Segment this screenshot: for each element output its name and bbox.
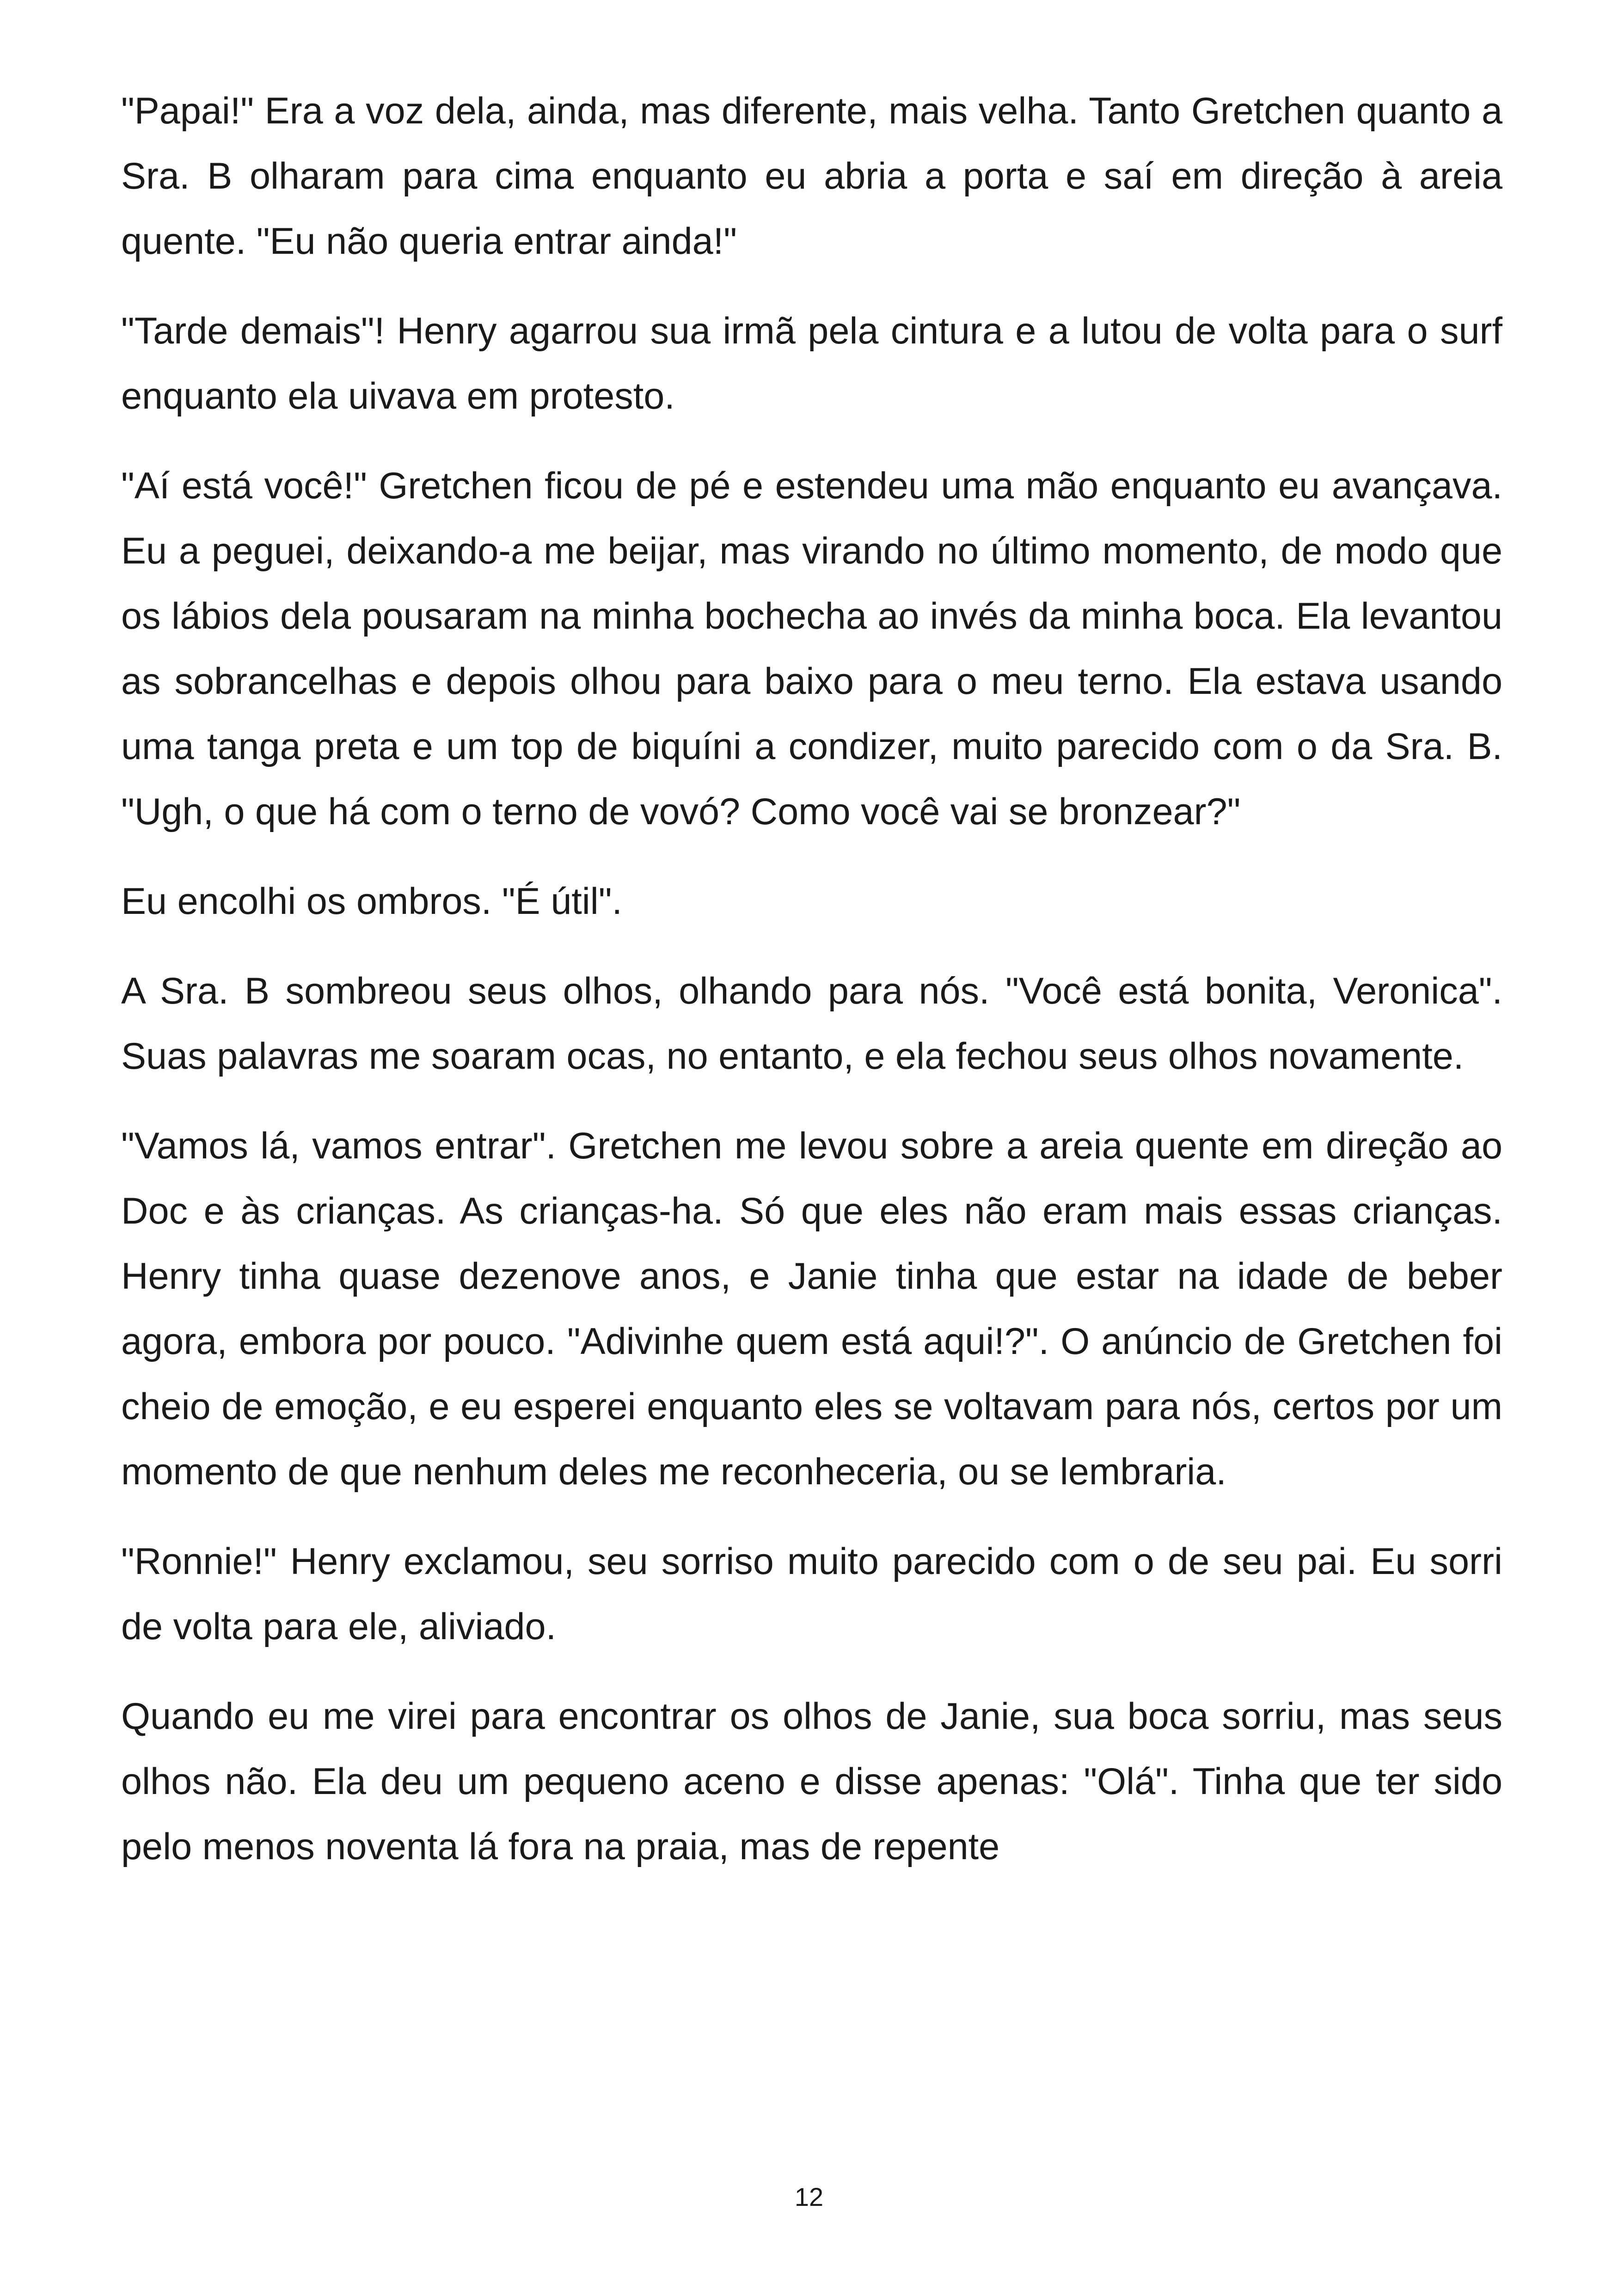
paragraph: "Vamos lá, vamos entrar". Gretchen me levou sobre a areia quente em direção ao Doc e às crianças. As crianças-ha. Só que eles não eram mais essas crianças. Henry tinha quase dezenove anos, e Janie tinha que estar na idade de beber agora, embora por pouco. "Adivinhe quem está aqui!?". O anúncio de Gretchen foi cheio de emoção, e eu esperei enquanto eles se voltavam para nós, certos por um momento de que nenhum deles me reconheceria, ou se lembraria. bbox=[121, 1125, 1502, 1493]
paragraph: "Papai!" Era a voz dela, ainda, mas diferente, mais velha. Tanto Gretchen quanto a Sra. B olharam para cima enquanto eu abria a porta e saí em direção à areia quente. "Eu não queria entrar ainda!" bbox=[121, 90, 1502, 262]
paragraph: "Ronnie!" Henry exclamou, seu sorriso muito parecido com o de seu pai. Eu sorri de volta para ele, aliviado. bbox=[121, 1541, 1502, 1647]
paragraph: "Aí está você!" Gretchen ficou de pé e estendeu uma mão enquanto eu avançava. Eu a peguei, deixando-a me beijar, mas virando no último momento, de modo que os lábios dela pousaram na minha bochecha ao invés da minha boca. Ela levantou as sobrancelhas e depois olhou para baixo para o meu terno. Ela estava usando uma tanga preta e um top de biquíni a condizer, muito parecido com o da Sra. B. "Ugh, o que há com o terno de vovó? Como você vai se bronzear?" bbox=[121, 465, 1502, 833]
page-number: 12 bbox=[794, 2182, 824, 2211]
paragraph: A Sra. B sombreou seus olhos, olhando para nós. "Você está bonita, Veronica". Suas palavras me soaram ocas, no entanto, e ela fechou seus olhos novamente. bbox=[121, 970, 1502, 1077]
page-body bbox=[121, 79, 1502, 1904]
paragraph: "Tarde demais"! Henry agarrou sua irmã pela cintura e a lutou de volta para o surf enquanto ela uivava em protesto. bbox=[121, 310, 1502, 417]
paragraph: Quando eu me virei para encontrar os olhos de Janie, sua boca sorriu, mas seus olhos não. Ela deu um pequeno aceno e disse apenas: "Olá". Tinha que ter sido pelo menos noventa lá fora na praia, mas de repente bbox=[121, 1696, 1502, 1867]
paragraph: Eu encolhi os ombros. "É útil". bbox=[121, 881, 623, 922]
